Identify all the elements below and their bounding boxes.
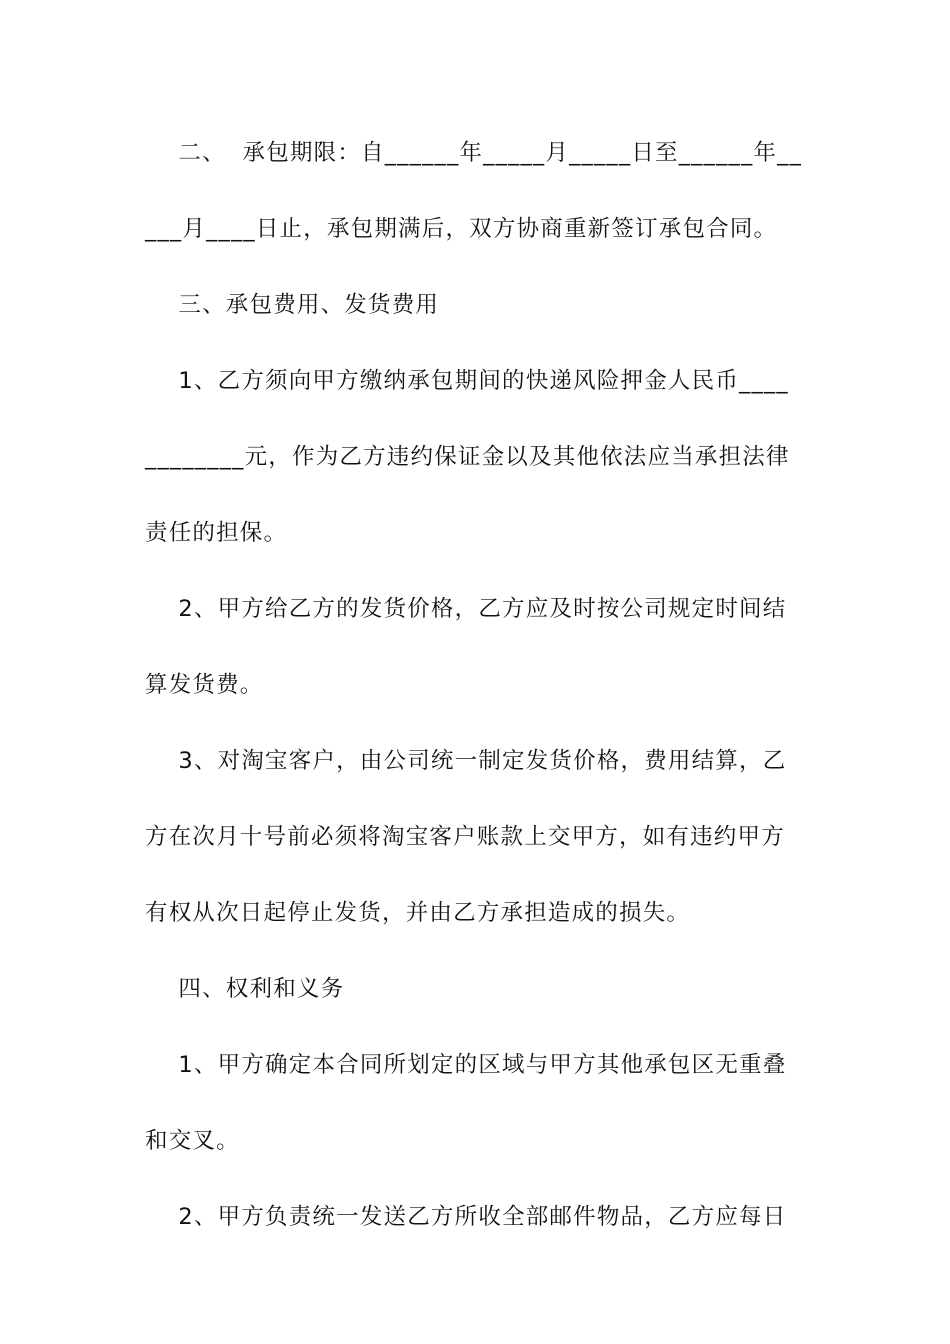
text-line: 和交叉。: [145, 1128, 240, 1154]
text-line: 算发货费。: [145, 672, 264, 698]
text-line: 1、甲方确定本合同所划定的区域与甲方其他承包区无重叠: [145, 1052, 787, 1078]
text-line: 方在次月十号前必须将淘宝客户账款上交甲方，如有违约甲方: [145, 824, 785, 850]
section-heading: 三、承包费用、发货费用: [145, 292, 440, 318]
text-line: ________元，作为乙方违约保证金以及其他依法应当承担法律: [145, 444, 790, 470]
text-line: 2、甲方负责统一发送乙方所收全部邮件物品，乙方应每日: [145, 1204, 787, 1230]
section-heading: 四、权利和义务: [145, 976, 345, 1002]
text-line: 3、对淘宝客户，由公司统一制定发货价格，费用结算，乙: [145, 748, 787, 774]
text-line: ___月____日止，承包期满后，双方协商重新签订承包合同。: [145, 216, 778, 242]
text-line: 二、 承包期限：自______年_____月_____日至______年__: [145, 140, 803, 166]
text-line: 有权从次日起停止发货，并由乙方承担造成的损失。: [145, 900, 691, 926]
text-line: 1、乙方须向甲方缴纳承包期间的快递风险押金人民币____: [145, 368, 789, 394]
text-line: 2、甲方给乙方的发货价格，乙方应及时按公司规定时间结: [145, 596, 787, 622]
text-line: 责任的担保。: [145, 520, 288, 546]
